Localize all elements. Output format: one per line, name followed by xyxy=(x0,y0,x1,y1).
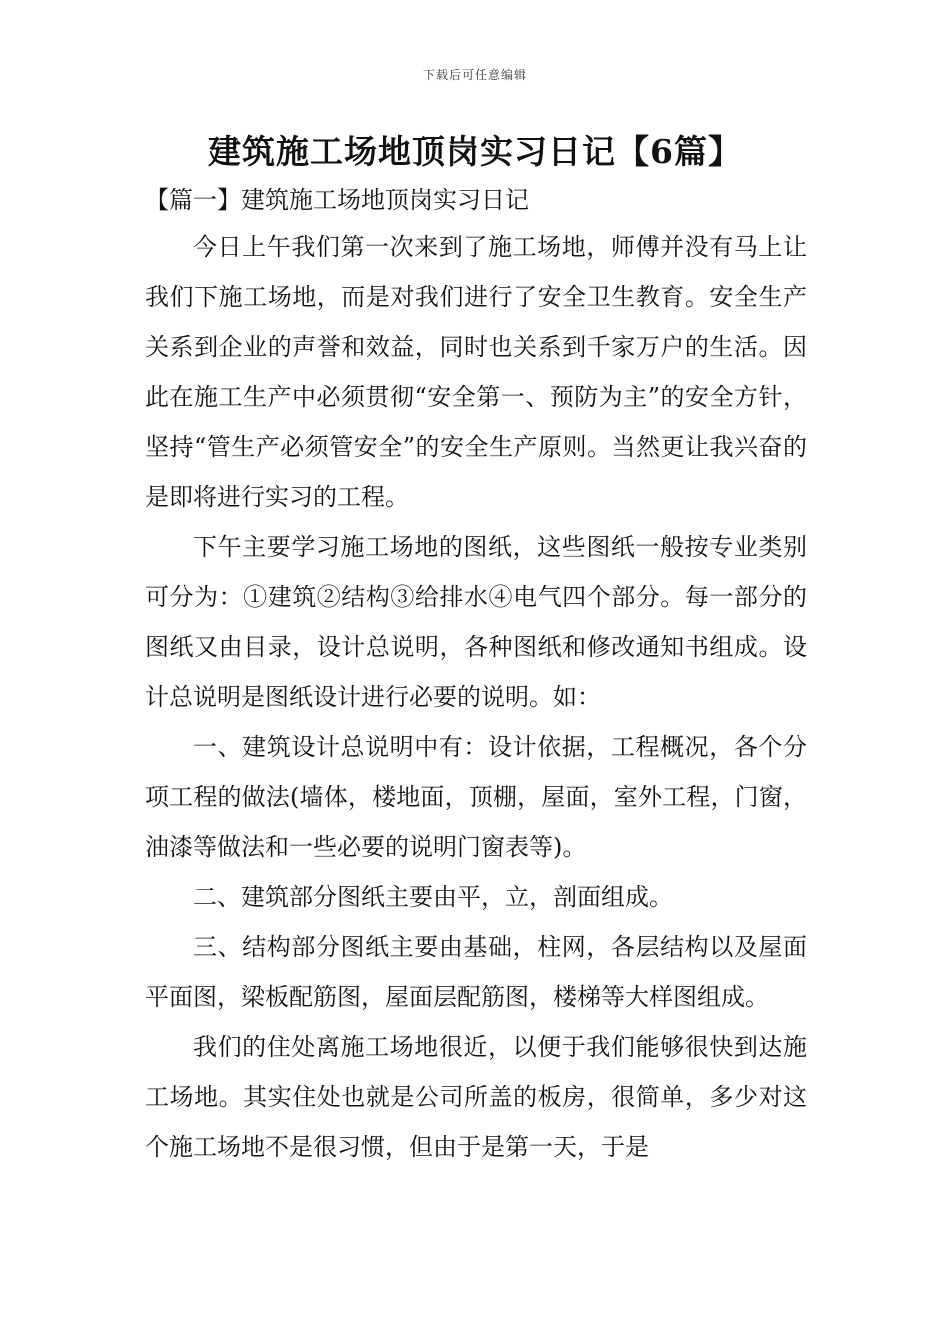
paragraph: 二、建筑部分图纸主要由平，立，剖面组成。 xyxy=(193,883,673,911)
paragraph: 下午主要学习施工场地的图纸，这些图纸一般按专业类别可分为：①建筑②结构③给排水④电气四个部分。每一部分的图纸又由目录，设计总说明，各种图纸和修改通知书组成。设计总说明是图纸设计进行必要的说明。如： xyxy=(145,533,807,711)
page-header-note: 下载后可任意编辑 xyxy=(422,68,527,82)
paragraph: 我们的住处离施工场地很近，以便于我们能够很快到达施工场地。其实住处也就是公司所盖的板房，很简单，多少对这个施工场地不是很习惯，但由于是第一天，于是 xyxy=(145,1033,807,1161)
document-body xyxy=(145,222,807,1172)
paragraph: 三、结构部分图纸主要由基础，柱网，各层结构以及屋面平面图，梁板配筋图，屋面层配筋图，楼梯等大样图组成。 xyxy=(145,933,807,1011)
section-heading: 【篇一】建筑施工场地顶岗实习日记 xyxy=(145,186,529,214)
paragraph: 今日上午我们第一次来到了施工场地，师傅并没有马上让我们下施工场地，而是对我们进行了安全卫生教育。安全生产关系到企业的声誉和效益，同时也关系到千家万户的生活。因此在施工生产中必须贯彻“安全第一、预防为主”的安全方针，坚持“管生产必须管安全”的安全生产原则。当然更让我兴奋的是即将进行实习的工程。 xyxy=(145,233,807,511)
document-title: 建筑施工场地顶岗实习日记【6篇】 xyxy=(208,132,742,171)
paragraph: 一、建筑设计总说明中有：设计依据，工程概况，各个分项工程的做法(墙体，楼地面，顶棚，屋面，室外工程，门窗，油漆等做法和一些必要的说明门窗表等)。 xyxy=(145,733,807,861)
